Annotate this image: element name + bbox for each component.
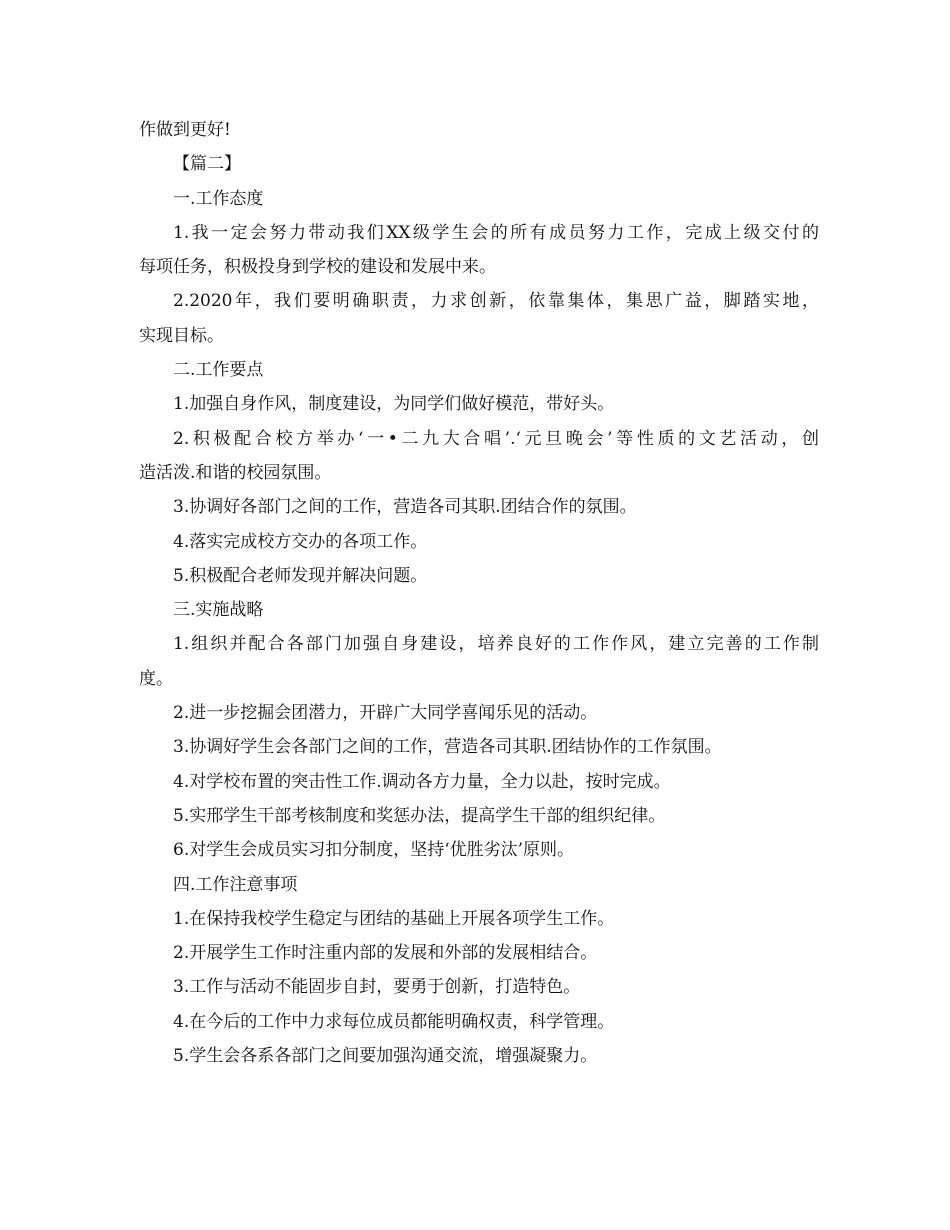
text-line: 度。 <box>139 668 173 689</box>
text-line: 5.学生会各系各部门之间要加强沟通交流，增强凝聚力。 <box>173 1046 598 1067</box>
text-line: 2.进一步挖掘会团潜力，开辟广大同学喜闻乐见的活动。 <box>173 703 598 724</box>
text-line: 三.实施战略 <box>173 600 264 621</box>
text-line: 【篇二】 <box>173 154 241 175</box>
text-line: 造活泼.和谐的校园氛围。 <box>139 462 332 483</box>
text-line: 2.积极配合校方举办‘一•二九大合唱’.‘元旦晚会’等性质的文艺活动，创 <box>173 428 819 449</box>
text-line: 1.加强自身作风，制度建设，为同学们做好模范，带好头。 <box>173 394 615 415</box>
text-line: 作做到更好! <box>139 120 231 140</box>
text-line: 2.开展学生工作时注重内部的发展和外部的发展相结合。 <box>173 943 598 964</box>
text-line: 1.组织并配合各部门加强自身建设，培养良好的工作作风，建立完善的工作制 <box>173 634 819 655</box>
text-line: 4.落实完成校方交办的各项工作。 <box>173 531 428 552</box>
text-line: 1.在保持我校学生稳定与团结的基础上开展各项学生工作。 <box>173 908 615 929</box>
text-line: 一.工作态度 <box>173 188 264 209</box>
text-line: 2.2020年，我们要明确职责，力求创新，依靠集体，集思广益，脚踏实地， <box>173 291 819 312</box>
text-line: 1.我一定会努力带动我们XX级学生会的所有成员努力工作，完成上级交付的 <box>173 222 819 243</box>
text-line: 4.在今后的工作中力求每位成员都能明确权责，科学管理。 <box>173 1011 615 1032</box>
text-line: 5.实邢学生干部考核制度和奖惩办法，提高学生干部的组织纪律。 <box>173 805 666 826</box>
text-line: 6.对学生会成员实习扣分制度，坚持‘优胜劣汰’原则。 <box>173 840 575 861</box>
text-line: 二.工作要点 <box>173 360 264 381</box>
text-line: 5.积极配合老师发现并解决问题。 <box>173 565 428 586</box>
text-line: 实现目标。 <box>139 325 224 346</box>
text-line: 3.工作与活动不能固步自封，要勇于创新，打造特色。 <box>173 977 581 998</box>
text-line: 3.协调好各部门之间的工作，营造各司其职.团结合作的氛围。 <box>173 497 637 518</box>
text-line: 3.协调好学生会各部门之间的工作，营造各司其职.团结协作的工作氛围。 <box>173 737 722 758</box>
text-line: 4.对学校布置的突击性工作.调动各方力量，全力以赴，按时完成。 <box>173 771 671 792</box>
document-body <box>139 113 819 1073</box>
text-line: 每项任务，积极投身到学校的建设和发展中来。 <box>139 257 496 278</box>
text-line: 四.工作注意事项 <box>173 874 298 895</box>
